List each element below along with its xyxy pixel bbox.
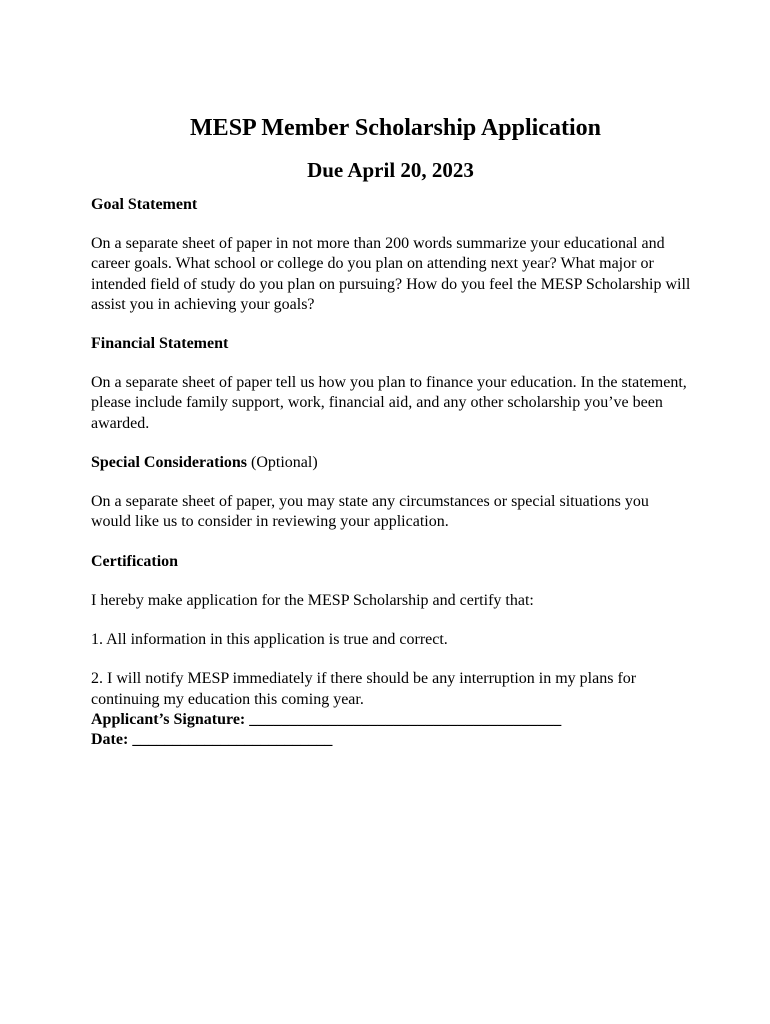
goal-statement-heading: Goal Statement	[91, 196, 198, 213]
financial-statement-heading: Financial Statement	[91, 335, 229, 353]
date-label: Date:	[91, 730, 129, 748]
document-content	[91, 113, 691, 750]
date-line[interactable]: _________________________	[128, 730, 333, 748]
financial-statement-body: On a separate sheet of paper tell us how you plan to finance your education. In the statement, please include family support, work, financial aid, and any other scholarship you’ve been awarded.	[91, 374, 687, 432]
signature-line[interactable]: _______________________________________	[245, 710, 562, 728]
optional-label: (Optional)	[247, 454, 318, 472]
certification-item-1: 1. All information in this application is true and correct.	[91, 630, 448, 648]
special-considerations-heading	[91, 453, 691, 473]
date-field[interactable]	[91, 730, 691, 750]
goal-statement-body: On a separate sheet of paper in not more than 200 words summarize your educational and career goals. What school or college do you plan on attending next year? What major or intended field of study do you plan on pursuing? How do you feel the MESP Scholarship will assist you in achieving your goals?	[91, 235, 691, 313]
due-date: Due April 20, 2023	[307, 158, 474, 182]
page-title: MESP Member Scholarship Application	[190, 115, 601, 141]
special-considerations-title: Special Considerations	[91, 454, 248, 472]
certification-heading: Certification	[91, 552, 179, 570]
signature-label: Applicant’s Signature:	[91, 710, 246, 728]
special-considerations-body: On a separate sheet of paper, you may state any circumstances or special situations you would like us to consider in reviewing your application.	[91, 493, 649, 531]
certification-intro: I hereby make application for the MESP Scholarship and certify that:	[91, 591, 534, 609]
certification-item-2: 2. I will notify MESP immediately if there should be any interruption in my plans for continuing my education this coming year.	[91, 670, 637, 708]
signature-field[interactable]	[91, 710, 691, 730]
